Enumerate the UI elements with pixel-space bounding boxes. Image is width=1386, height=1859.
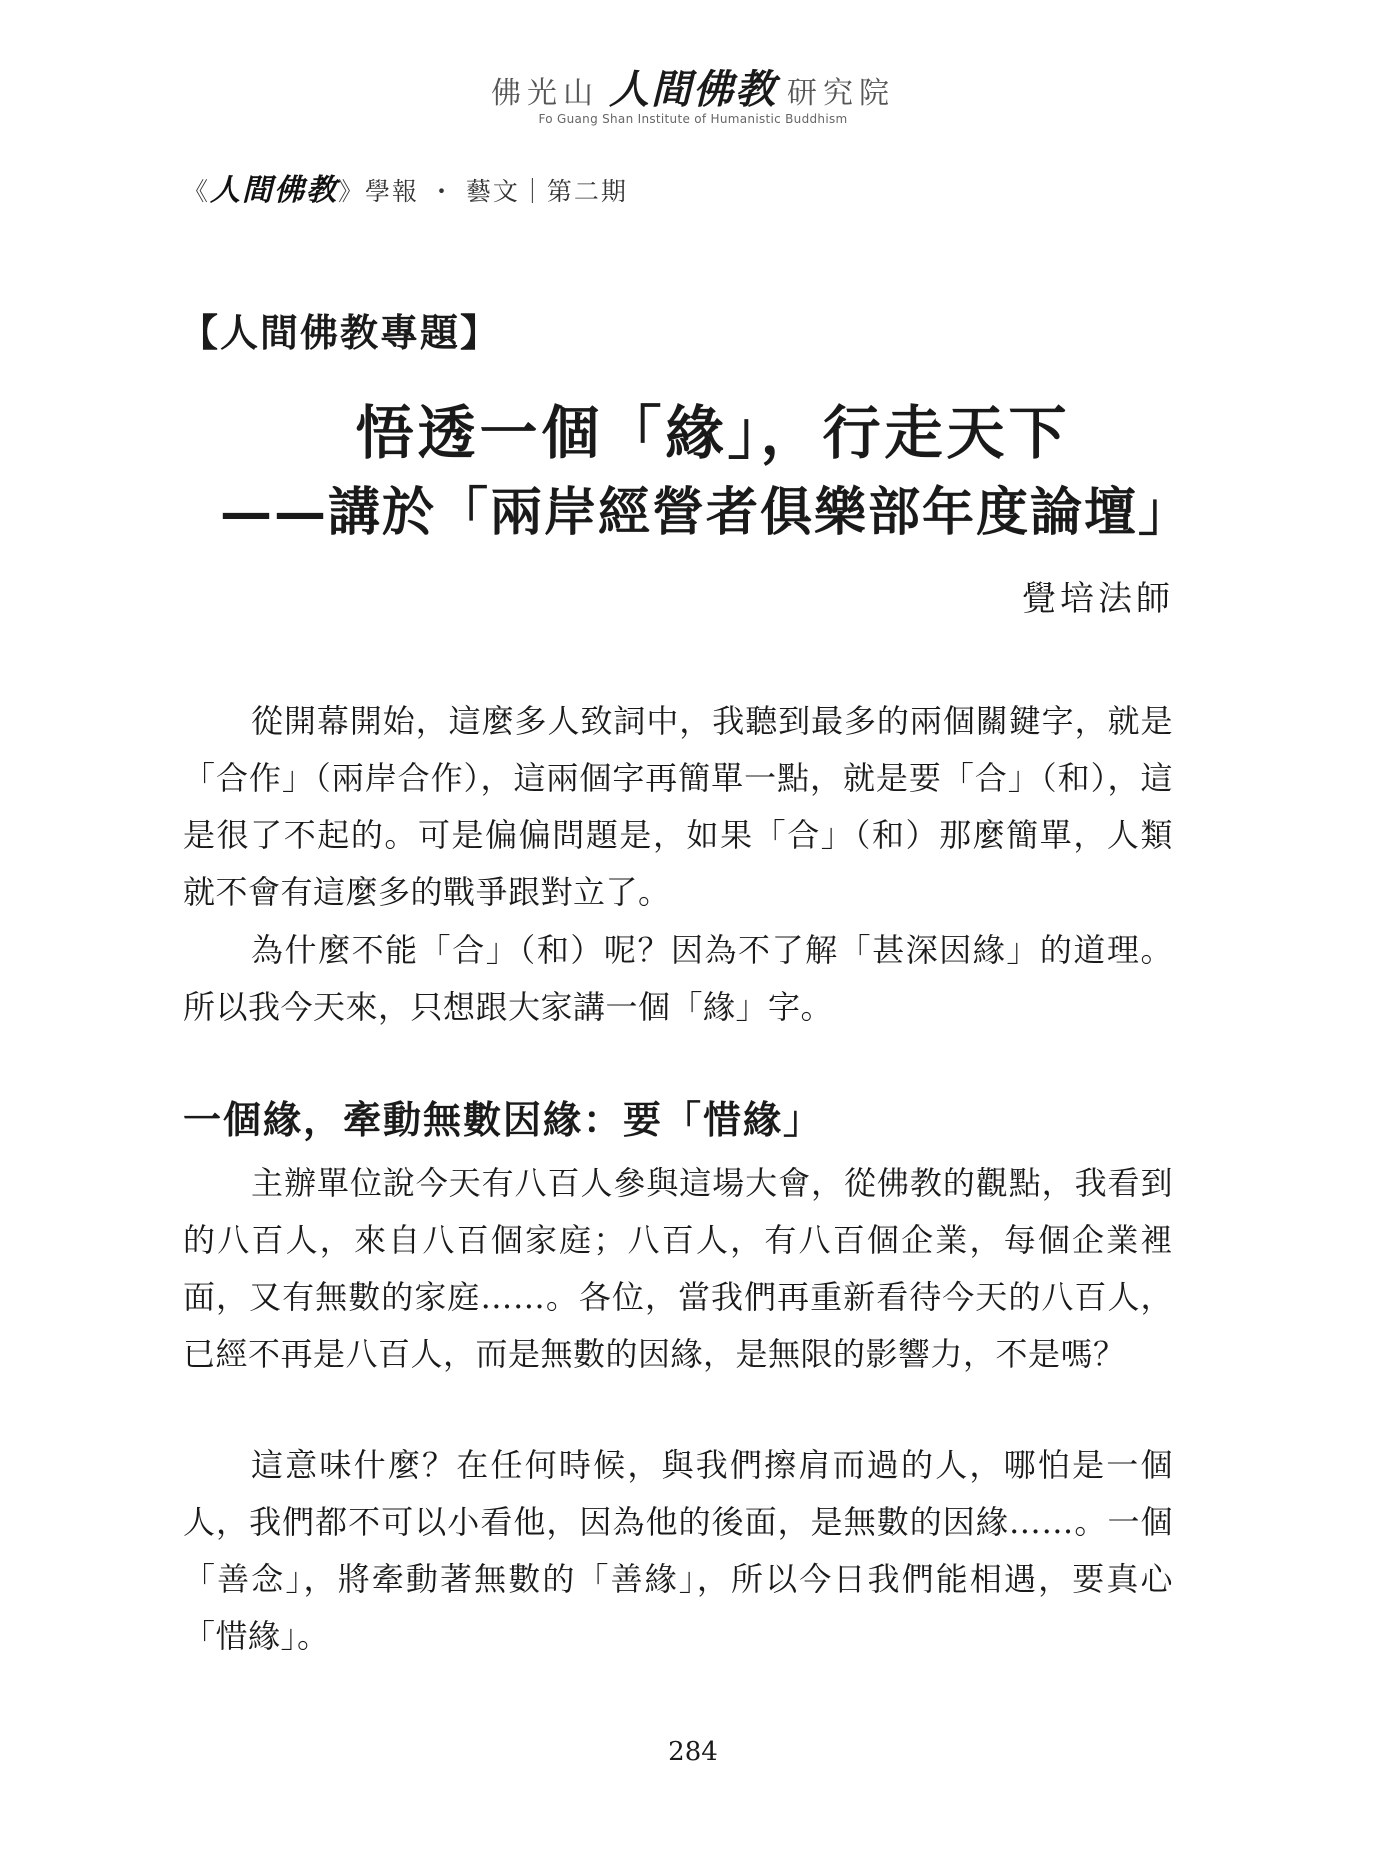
section-heading: 一個緣，牽動無數因緣：要「惜緣」 (183, 1097, 824, 1142)
paragraph-text: 這意味什麼？在任何時候，與我們擦肩而過的人，哪怕是一個人，我們都不可以小看他，因為他的後面，是無數的因緣……。一個「善念」，將牽動著無數的「善緣」，所以今日我們能相遇，要真心「惜緣」。 (183, 1446, 1173, 1655)
author-name: 覺培法師 (1022, 579, 1174, 619)
institute-logo (0, 58, 1386, 115)
paragraph-text: 為什麼不能「合」（和）呢？因為不了解「甚深因緣」的道理。所以我今天來，只想跟大家講一個「緣」字。 (183, 931, 1173, 1026)
institute-brand-calligraphy: 人間佛教 (609, 66, 777, 113)
institute-name-right: 研究院 (787, 76, 895, 111)
running-head-open: 《 (183, 177, 211, 206)
running-head (183, 165, 628, 209)
journal-brand-calligraphy: 人間佛教 (210, 173, 339, 208)
institute-name-left: 佛光山 (491, 76, 599, 111)
paragraph-text: 主辦單位說今天有八百人參與這場大會，從佛教的觀點，我看到的八百人，來自八百個家庭；八百人，有八百個企業，每個企業裡面，又有無數的家庭……。各位，當我們再重新看待今天的八百人，已經不再是八百人，而是無數的因緣，是無限的影響力，不是嗎？ (183, 1164, 1173, 1373)
article-subtitle: ——講於「兩岸經營者俱樂部年度論壇」 (220, 482, 1193, 543)
body-paragraph (183, 1155, 1173, 1383)
paragraph-text: 從開幕開始，這麼多人致詞中，我聽到最多的兩個關鍵字，就是「合作」（兩岸合作），這兩個字再簡單一點，就是要「合」（和），這是很了不起的。可是偏偏問題是，如果「合」（和）那麼簡單，人類就不會有這麼多的戰爭跟對立了。 (183, 702, 1173, 911)
section-tag: 【人間佛教專題】 (180, 310, 501, 355)
institute-english-name: Fo Guang Shan Institute of Humanistic Buddhism (538, 112, 848, 126)
page-number: 284 (668, 1737, 718, 1767)
article-title: 悟透一個「緣」，行走天下 (355, 399, 1071, 467)
running-head-rest: 》學報 ・ 藝文｜第二期 (338, 177, 628, 206)
body-paragraph (183, 693, 1173, 921)
body-paragraph (183, 922, 1173, 1036)
body-paragraph (183, 1437, 1173, 1665)
